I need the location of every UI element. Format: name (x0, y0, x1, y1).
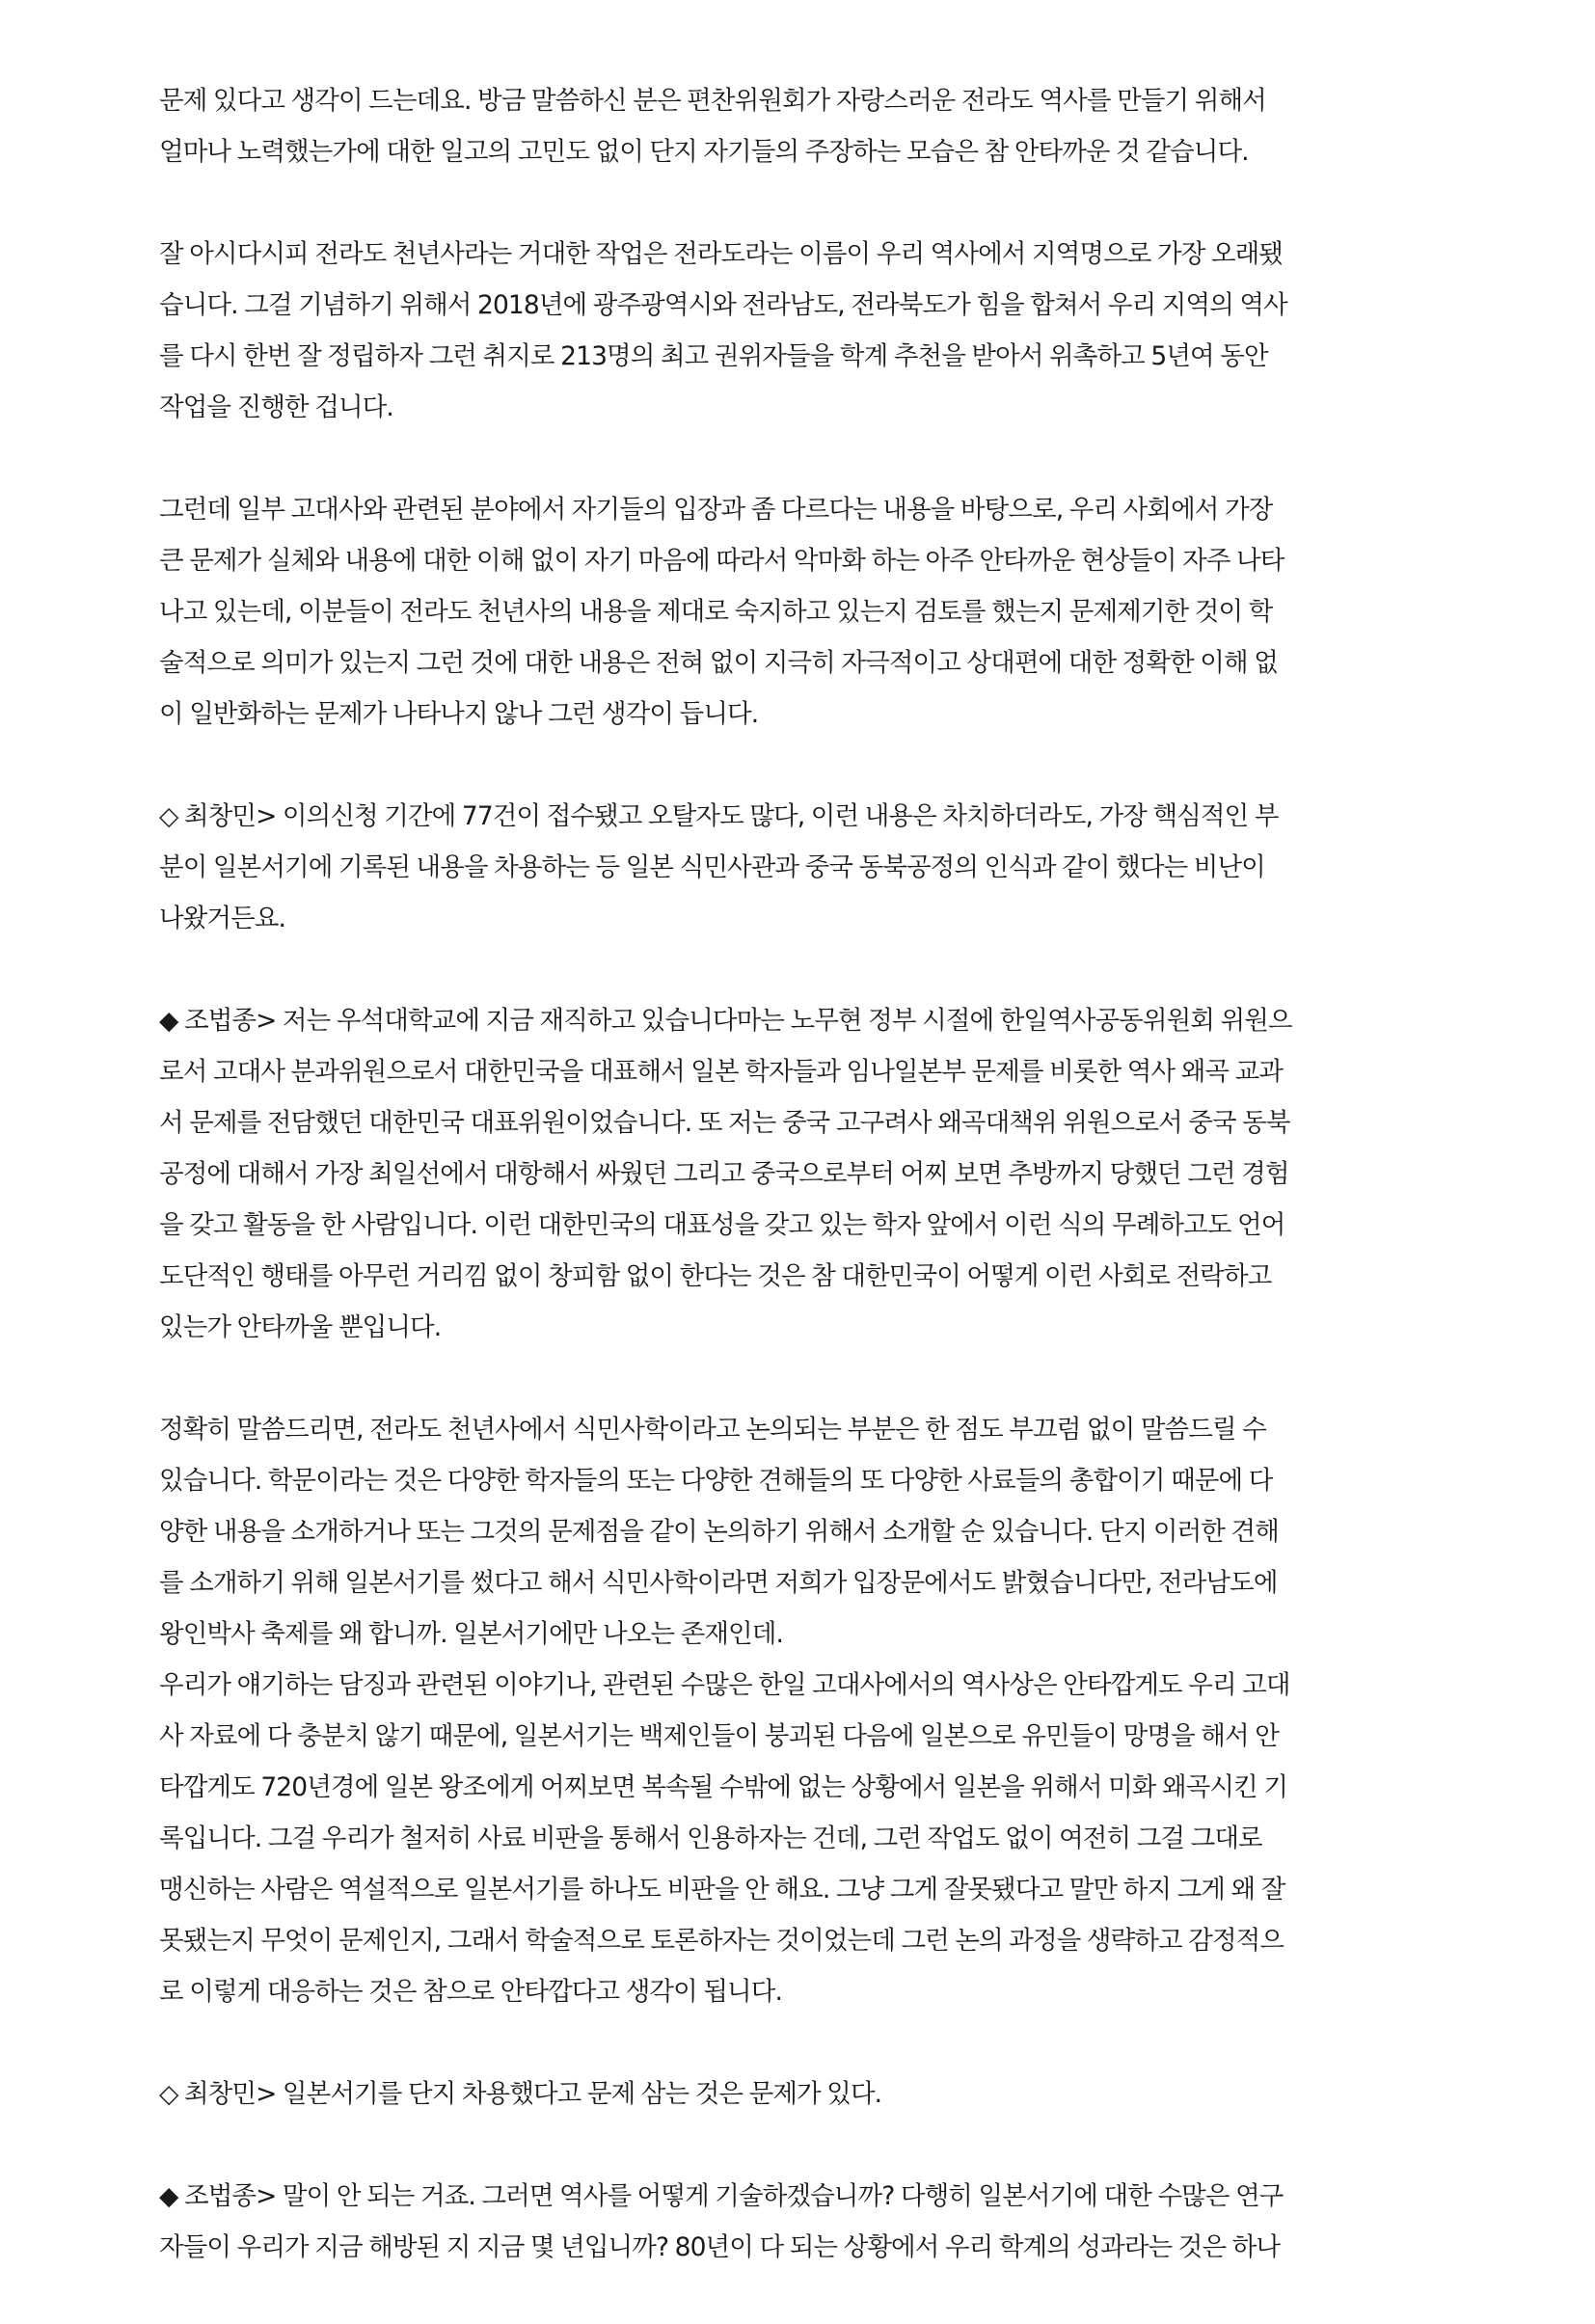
text-line: 분이 일본서기에 기록된 내용을 차용하는 등 일본 식민사관과 중국 동북공정의 인식과 같이 했다는 비난이 (159, 852, 1265, 882)
text-line: 나고 있는데, 이분들이 전라도 천년사의 내용을 제대로 숙지하고 있는지 검토를 했는지 문제제기한 것이 학 (159, 597, 1273, 627)
text-line: 정확히 말씀드리면, 전라도 천년사에서 식민사학이라고 논의되는 부분은 한 점도 부끄럼 없이 말씀드릴 수 (159, 1415, 1266, 1445)
text-line: 양한 내용을 소개하거나 또는 그것의 문제점을 같이 논의하기 위해서 소개할 순 있습니다. 단지 이러한 견해 (159, 1517, 1279, 1547)
text-line: 자들이 우리가 지금 해방된 지 지금 몇 년입니까? 80년이 다 되는 상황에서 우리 학계의 성과라는 것은 하나 (159, 2232, 1281, 2262)
text-line: 문제 있다고 생각이 드는데요. 방금 말씀하신 분은 편찬위원회가 자랑스러운 전라도 역사를 만들기 위해서 (159, 86, 1266, 116)
text-line: 도단적인 행태를 아무런 거리낌 없이 창피함 없이 한다는 것은 참 대한민국이 어떻게 이런 사회로 전락하고 (159, 1261, 1272, 1291)
text-line: ◆ 조법종> 말이 안 되는 거죠. 그러면 역사를 어떻게 기술하겠습니까? 다행히 일본서기에 대한 수많은 연구 (159, 2181, 1284, 2211)
paragraph (159, 229, 1446, 433)
text-line: 을 갖고 활동을 한 사람입니다. 이런 대한민국의 대표성을 갖고 있는 학자 앞에서 이런 식의 무례하고도 언어 (159, 1210, 1285, 1240)
paragraph (159, 1404, 1446, 1660)
text-line: 있는가 안타까울 뿐입니다. (159, 1312, 442, 1342)
text-line: 작업을 진행한 겁니다. (159, 392, 393, 422)
text-line: 를 다시 한번 잘 정립하자 그런 취지로 213명의 최고 권위자들을 학계 추천을 받아서 위촉하고 5년여 동안 (159, 341, 1268, 371)
paragraph (159, 2171, 1446, 2273)
text-line: 로서 고대사 분과위원으로서 대한민국을 대표해서 일본 학자들과 임나일본부 문제를 비롯한 역사 왜곡 교과 (159, 1057, 1284, 1087)
text-line: 그런데 일부 고대사와 관련된 분야에서 자기들의 입장과 좀 다르다는 내용을 바탕으로, 우리 사회에서 가장 (159, 495, 1273, 525)
text-line: 를 소개하기 위해 일본서기를 썼다고 해서 식민사학이라면 저희가 입장문에서도 밝혔습니다만, 전라남도에 (159, 1568, 1278, 1598)
text-line: 있습니다. 학문이라는 것은 다양한 학자들의 또는 다양한 견해들의 또 다양한 사료들의 총합이기 때문에 다 (159, 1466, 1273, 1496)
text-line: 맹신하는 사람은 역설적으로 일본서기를 하나도 비판을 안 해요. 그냥 그게 잘못됐다고 말만 하지 그게 왜 잘 (159, 1875, 1285, 1905)
text-line: 얼마나 노력했는가에 대한 일고의 고민도 없이 단지 자기들의 주장하는 모습은 참 안타까운 것 같습니다. (159, 137, 1249, 167)
paragraph (159, 484, 1446, 740)
paragraph (159, 2068, 1446, 2120)
text-line: 서 문제를 전담했던 대한민국 대표위원이었습니다. 또 저는 중국 고구려사 왜곡대책위 위원으로서 중국 동북 (159, 1108, 1290, 1138)
text-line: 로 이렇게 대응하는 것은 참으로 안타깝다고 생각이 됩니다. (159, 1977, 782, 2007)
paragraph (159, 1660, 1446, 2017)
text-line: 습니다. 그걸 기념하기 위해서 2018년에 광주광역시와 전라남도, 전라북도가 힘을 합쳐서 우리 지역의 역사 (159, 290, 1287, 320)
text-line: 못됐는지 무엇이 문제인지, 그래서 학술적으로 토론하자는 것이었는데 그런 논의 과정을 생략하고 감정적으 (159, 1926, 1284, 1956)
text-line: 나왔거든요. (159, 904, 286, 933)
text-line: 우리가 얘기하는 담징과 관련된 이야기나, 관련된 수많은 한일 고대사에서의 역사상은 안타깝게도 우리 고대 (159, 1670, 1290, 1700)
text-line: 록입니다. 그걸 우리가 철저히 사료 비판을 통해서 인용하자는 건데, 그런 작업도 없이 여전히 그걸 그대로 (159, 1824, 1262, 1853)
paragraph (159, 791, 1446, 944)
text-line: 잘 아시다시피 전라도 천년사라는 거대한 작업은 전라도라는 이름이 우리 역사에서 지역명으로 가장 오래됐 (159, 239, 1284, 269)
text-line: ◇ 최창민> 이의신청 기간에 77건이 접수됐고 오탈자도 많다, 이런 내용은 차치하더라도, 가장 핵심적인 부 (159, 801, 1279, 831)
text-line: 큰 문제가 실체와 내용에 대한 이해 없이 자기 마음에 따라서 악마화 하는 아주 안타까운 현상들이 자주 나타 (159, 546, 1284, 576)
text-line: ◆ 조법종> 저는 우석대학교에 지금 재직하고 있습니다마는 노무현 정부 시절에 한일역사공동위원회 위원으 (159, 1006, 1292, 1036)
document-page (159, 75, 1446, 2324)
text-line: 타깝게도 720년경에 일본 왕조에게 어찌보면 복속될 수밖에 없는 상황에서 일본을 위해서 미화 왜곡시킨 기 (159, 1772, 1288, 1802)
text-line: 왕인박사 축제를 왜 합니까. 일본서기에만 나오는 존재인데. (159, 1619, 783, 1649)
paragraph (159, 75, 1446, 177)
paragraph (159, 995, 1446, 1353)
text-line: ◇ 최창민> 일본서기를 단지 차용했다고 문제 삼는 것은 문제가 있다. (159, 2079, 882, 2109)
text-line: 사 자료에 다 충분치 않기 때문에, 일본서기는 백제인들이 붕괴된 다음에 일본으로 유민들이 망명을 해서 안 (159, 1721, 1279, 1751)
text-line: 이 일반화하는 문제가 나타나지 않나 그런 생각이 듭니다. (159, 699, 759, 729)
text-line: 술적으로 의미가 있는지 그런 것에 대한 내용은 전혀 없이 지극히 자극적이고 상대편에 대한 정확한 이해 없 (159, 648, 1278, 678)
text-line: 공정에 대해서 가장 최일선에서 대항해서 싸웠던 그리고 중국으로부터 어찌 보면 추방까지 당했던 그런 경험 (159, 1159, 1289, 1189)
